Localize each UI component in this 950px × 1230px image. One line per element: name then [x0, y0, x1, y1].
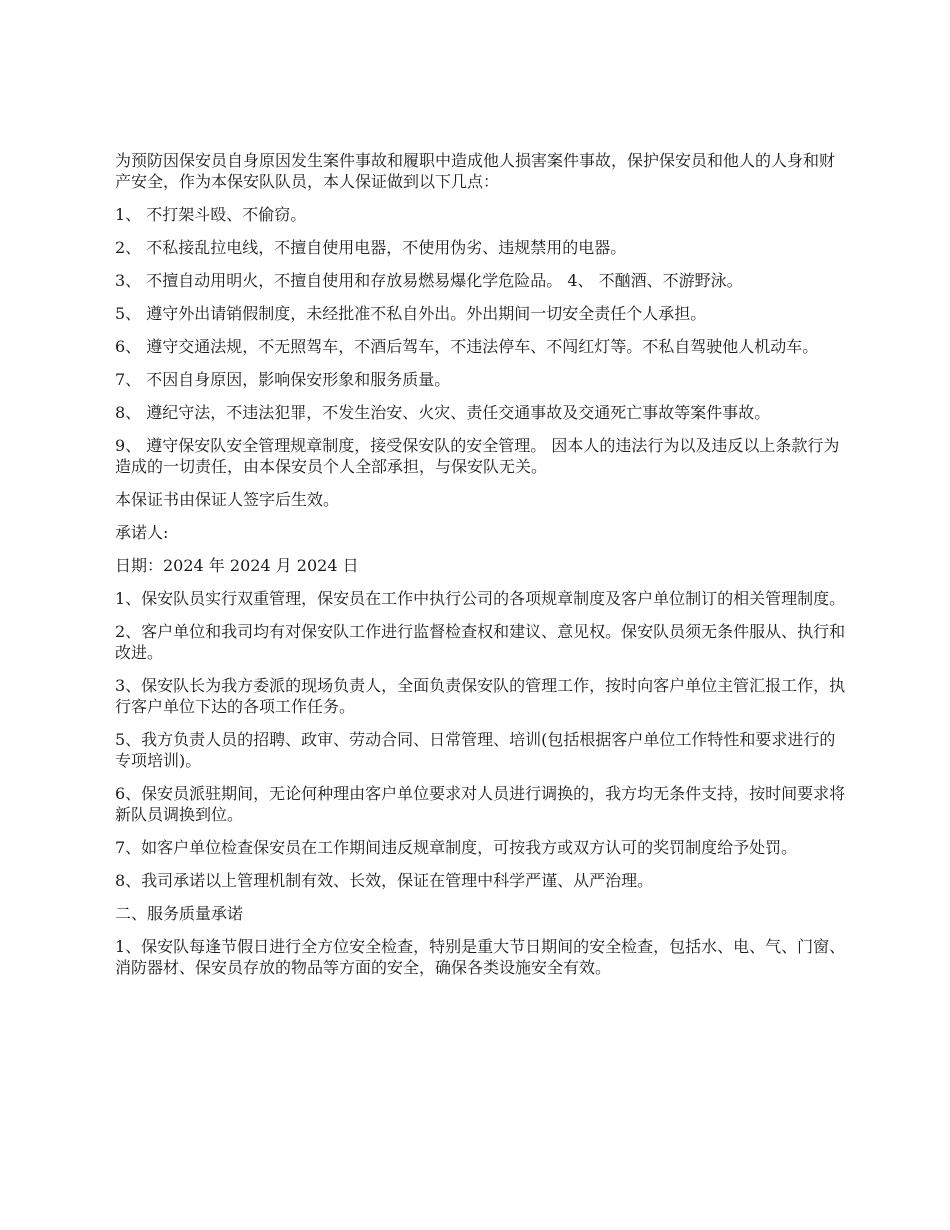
management-item-7: 7、如客户单位检查保安员在工作期间违反规章制度，可按我方或双方认可的奖罚制度给予处罚。: [115, 838, 798, 857]
management-item-6: 6、保安员派驻期间，无论何种理由客户单位要求对人员进行调换的，我方均无条件支持，按时间要求将新队员调换到位。: [115, 784, 846, 824]
pledge-item-3-4: 3、 不擅自动用明火，不擅自使用和存放易燃易爆化学危险品。 4、 不酗酒、不游野泳。: [115, 271, 743, 290]
pledge-item-6: 6、 遵守交通法规，不无照驾车，不酒后驾车，不违法停车、不闯红灯等。不私自驾驶他人机动车。: [115, 337, 819, 356]
pledge-item-7: 7、 不因自身原因，影响保安形象和服务质量。: [115, 370, 451, 389]
management-item-8: 8、我司承诺以上管理机制有效、长效，保证在管理中科学严谨、从严治理。: [115, 871, 654, 890]
date-line: 日期：2024 年 2024 月 2024 日: [115, 556, 359, 575]
management-item-3: 3、保安队长为我方委派的现场负责人，全面负责保安队的管理工作，按时向客户单位主管汇报工作，执行客户单位下达的各项工作任务。: [115, 676, 846, 716]
management-item-1: 1、保安队员实行双重管理，保安员在工作中执行公司的各项规章制度及客户单位制订的相关管理制度。: [115, 589, 846, 608]
pledge-item-5: 5、 遵守外出请销假制度，未经批准不私自外出。外出期间一切安全责任个人承担。: [115, 304, 707, 323]
section-heading-service-quality: 二、服务质量承诺: [115, 904, 244, 923]
effective-statement: 本保证书由保证人签字后生效。: [115, 490, 340, 509]
document-body: [115, 150, 850, 990]
management-item-5: 5、我方负责人员的招聘、政审、劳动合同、日常管理、培训(包括根据客户单位工作特性和要求进行的专项培训)。: [115, 730, 836, 770]
intro-paragraph: 为预防因保安员自身原因发生案件事故和履职中造成他人损害案件事故，保护保安员和他人的人身和财产安全，作为本保安队队员，本人保证做到以下几点：: [115, 151, 836, 191]
service-item-1: 1、保安队每逢节假日进行全方位安全检查，特别是重大节日期间的安全检查，包括水、电、气、门窗、消防器材、保安员存放的物品等方面的安全，确保各类设施安全有效。: [115, 937, 846, 977]
pledge-item-9: 9、 遵守保安队安全管理规章制度，接受保安队的安全管理。 因本人的违法行为以及违反以上条款行为造成的一切责任，由本保安员个人全部承担，与保安队无关。: [115, 436, 840, 476]
pledge-item-1: 1、 不打架斗殴、不偷窃。: [115, 205, 307, 224]
pledge-item-2: 2、 不私接乱拉电线，不擅自使用电器，不使用伪劣、违规禁用的电器。: [115, 238, 627, 257]
pledge-item-8: 8、 遵纪守法，不违法犯罪，不发生治安、火灾、责任交通事故及交通死亡事故等案件事故。: [115, 403, 771, 422]
management-item-2: 2、客户单位和我司均有对保安队工作进行监督检查权和建议、意见权。保安队员须无条件服从、执行和改进。: [115, 622, 846, 662]
signer-line: 承诺人:: [115, 523, 169, 542]
